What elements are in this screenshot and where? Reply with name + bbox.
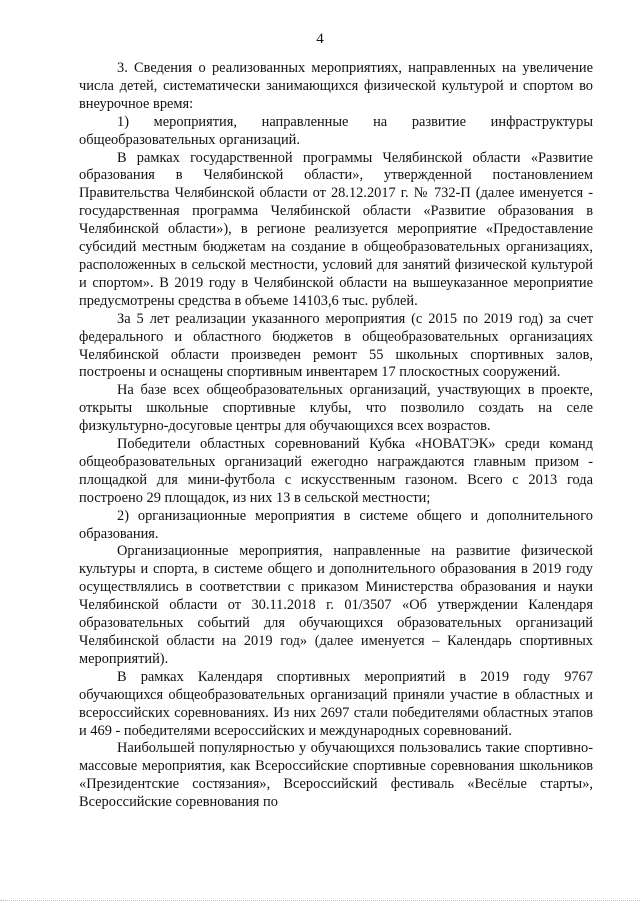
paragraph-state-program: В рамках государственной программы Челябинской области «Развитие образования в Челябинской области», утвержденной постановлением Правительства Челябинской области от 28.12.2017 г. № 732-П (далее именуется - государственная программа Челябинской области «Развитие образования в Челябинской области»), в регионе реализуется мероприятие «Предоставление субсидий местным бюджетам на создание в общеобразовательных организациях, расположенных в сельской местности, условий для занятий физической культурой и спортом». В 2019 году в Челябинской области на вышеуказанное мероприятие предусмотрены средства в объеме 14103,6 тыс. рублей.	[79, 149, 593, 309]
paragraph-sports-clubs: На базе всех общеобразовательных организаций, участвующих в проекте, открыты школьные спортивные клубы, что позволило создать на селе физкультурно-досуговые центры для обучающихся всех возрастов.	[79, 382, 593, 435]
paragraph-popular-events: Наибольшей популярностью у обучающихся пользовались такие спортивно-массовые мероприятия, как Всероссийские спортивные соревнования школьников «Президентские состязания», Всероссийский фестиваль «Весёлые старты», Всероссийские соревнования по	[79, 740, 593, 811]
scan-bottom-edge	[0, 900, 640, 905]
paragraph-novatek-cup: Победители областных соревнований Кубка «НОВАТЭК» среди команд общеобразовательных организаций ежегодно награждаются главным призом - площадкой для мини-футбола с искусственным газоном. Всего с 2013 года построено 29 площадок, из них 13 в сельской местности;	[79, 436, 593, 506]
paragraph-organizational-measures: Организационные мероприятия, направленные на развитие физической культуры и спорта, в системе общего и дополнительного образования в 2019 году осуществлялись в соответствии с приказом Министерства образования и науки Челябинской области от 30.11.2018 г. 01/3507 «Об утверждении Календаря образовательных событий для обучающихся образовательных организаций Челябинской области на 2019 год» (далее именуется – Календарь спортивных мероприятий).	[79, 543, 593, 667]
page-number: 4	[316, 31, 324, 47]
paragraph-section-heading: 3. Сведения о реализованных мероприятиях, направленных на увеличение числа детей, систематически занимающихся физической культурой и спортом во внеурочное время:	[79, 60, 593, 112]
paragraph-organizational-item: 2) организационные мероприятия в системе общего и дополнительного образования.	[79, 507, 593, 542]
paragraph-calendar-results: В рамках Календаря спортивных мероприятий в 2019 году 9767 обучающихся общеобразовательных организаций приняли участие в областных и всероссийских соревнованиях. Из них 2697 стали победителями областных этапов и 469 - победителями всероссийских и международных соревнований.	[79, 668, 593, 739]
paragraph-infrastructure-item: 1) мероприятия, направленные на развитие инфраструктуры общеобразовательных организаций.	[79, 113, 593, 148]
document-body	[79, 60, 593, 812]
paragraph-five-years: За 5 лет реализации указанного мероприятия (с 2015 по 2019 год) за счет федерального и областного бюджетов в общеобразовательных организациях Челябинской области произведен ремонт 55 школьных спортивных залов, построены и оснащены спортивным инвентарем 17 плоскостных сооружений.	[79, 310, 593, 381]
